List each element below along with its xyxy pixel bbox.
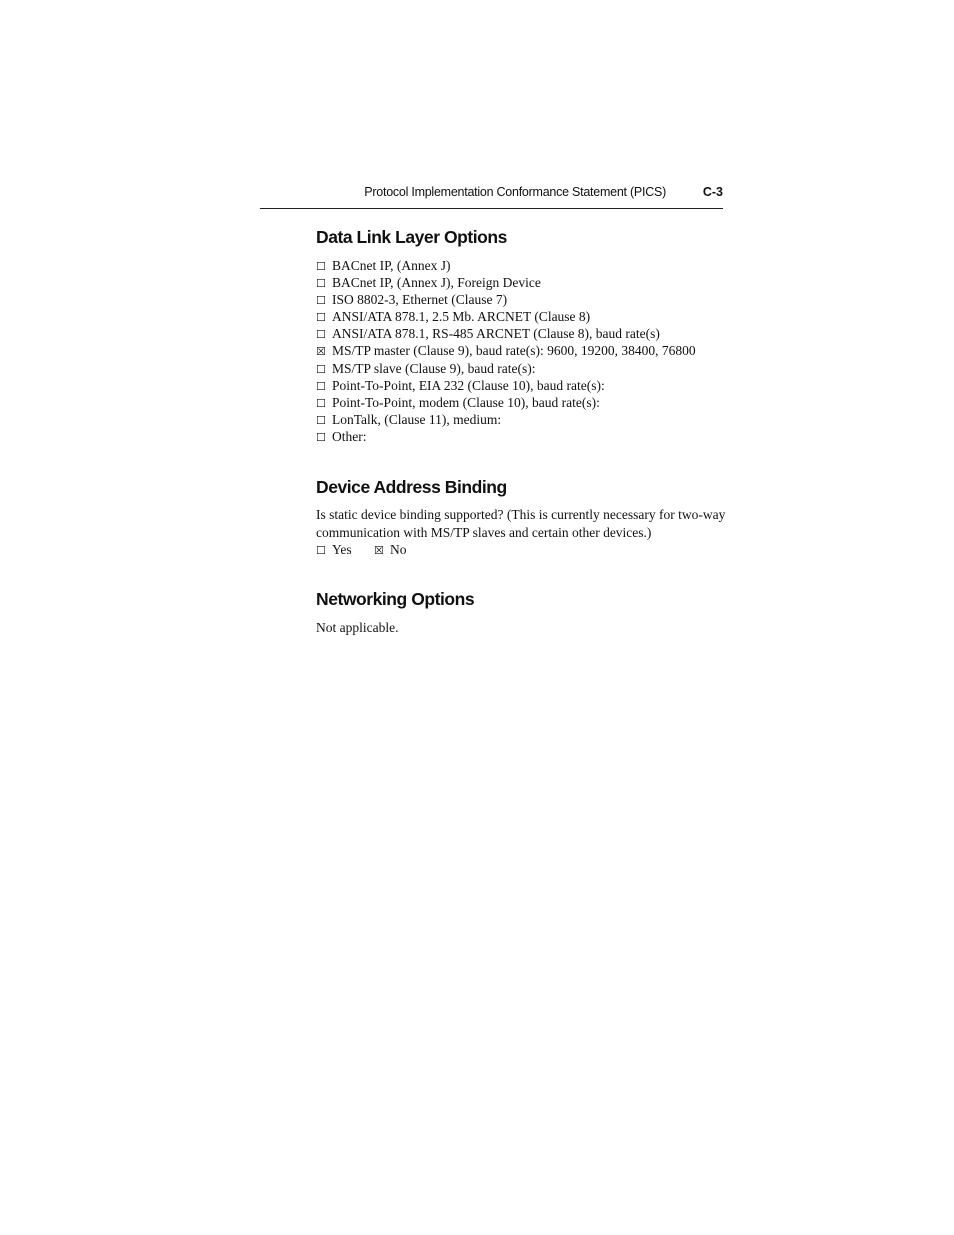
unchecked-checkbox: ☐ [316, 311, 326, 325]
data-link-option [316, 360, 696, 377]
header-title: Protocol Implementation Conformance Statement (PICS) [364, 185, 666, 199]
data-link-option-label: BACnet IP, (Annex J), Foreign Device [332, 275, 541, 291]
data-link-option-label: MS/TP master (Clause 9), baud rate(s): 9600, 19200, 38400, 76800 [332, 343, 696, 359]
static-binding-question: Is static device binding supported? (This is currently necessary for two-way communication with MS/TP slaves and certain other devices.) [316, 507, 726, 540]
data-link-option-label: Other: [332, 428, 367, 444]
data-link-option [316, 325, 696, 342]
data-link-option [316, 377, 696, 394]
unchecked-checkbox: ☐ [316, 396, 326, 410]
data-link-option [316, 291, 696, 308]
answer-no [374, 541, 407, 559]
data-link-option-label: MS/TP slave (Clause 9), baud rate(s): [332, 360, 536, 376]
networking-options-heading: Networking Options [316, 589, 475, 609]
unchecked-checkbox: ☐ [316, 277, 326, 291]
yes-checkbox: ☐ [316, 544, 326, 557]
data-link-option-label: ISO 8802-3, Ethernet (Clause 7) [332, 292, 508, 308]
unchecked-checkbox: ☐ [316, 260, 326, 273]
data-link-layer-heading: Data Link Layer Options [316, 227, 507, 247]
unchecked-checkbox: ☐ [316, 379, 326, 393]
data-link-option [316, 308, 696, 325]
data-link-option-label: Point-To-Point, modem (Clause 10), baud rate(s): [332, 394, 600, 410]
data-link-option-label: ANSI/ATA 878.1, RS-485 ARCNET (Clause 8), baud rate(s) [332, 326, 660, 342]
data-link-option [316, 411, 696, 428]
data-link-option [316, 394, 696, 411]
data-link-option [316, 428, 696, 445]
checked-checkbox: ☒ [316, 345, 326, 359]
no-checkbox: ☒ [374, 544, 384, 557]
device-address-binding-heading: Device Address Binding [316, 477, 507, 497]
answer-yes [316, 541, 352, 559]
unchecked-checkbox: ☐ [316, 328, 326, 342]
data-link-option [316, 342, 696, 359]
data-link-option [316, 257, 696, 274]
unchecked-checkbox: ☐ [316, 362, 326, 376]
networking-options-text: Not applicable. [316, 620, 399, 635]
data-link-option-label: BACnet IP, (Annex J) [332, 258, 451, 273]
page-header [260, 184, 723, 209]
data-link-options-list [316, 257, 696, 445]
data-link-option-label: ANSI/ATA 878.1, 2.5 Mb. ARCNET (Clause 8) [332, 309, 591, 325]
answer-yes-label: Yes [332, 542, 352, 557]
unchecked-checkbox: ☐ [316, 294, 326, 308]
data-link-option [316, 274, 696, 291]
unchecked-checkbox: ☐ [316, 430, 326, 444]
data-link-option-label: Point-To-Point, EIA 232 (Clause 10), baud rate(s): [332, 377, 605, 393]
answer-no-label: No [390, 542, 407, 557]
binding-answer-row [316, 541, 407, 558]
data-link-option-label: LonTalk, (Clause 11), medium: [332, 411, 502, 427]
page-number: C-3 [702, 185, 723, 199]
unchecked-checkbox: ☐ [316, 413, 326, 427]
